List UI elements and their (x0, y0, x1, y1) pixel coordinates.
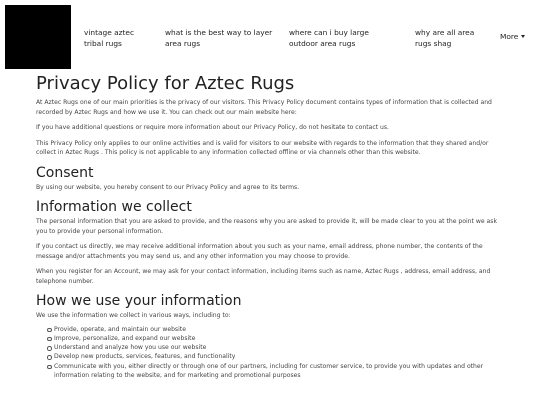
site-logo[interactable] (5, 5, 71, 69)
list-item: Provide, operate, and maintain our website (47, 325, 506, 334)
nav-link-vintage-aztec-tribal-rugs[interactable]: vintage aztec tribal rugs (84, 28, 135, 48)
caret-down-icon (521, 35, 525, 38)
list-item: Improve, personalize, and expand our website (47, 334, 506, 343)
information-collect-heading: Information we collect (36, 199, 192, 215)
nav-link-area-rugs-shag[interactable]: why are all area rugs shag (415, 28, 475, 48)
use-list (47, 325, 506, 381)
collect-paragraph-3: When you register for an Account, we may ask for your contact information, including items such as name, Aztec Rugs , address, email address, and telephone number. (36, 268, 491, 285)
more-menu-button[interactable] (500, 32, 525, 41)
intro-paragraph-3: This Privacy Policy only applies to our online activities and is valid for visitors to our website with regards to the information that they shared and/or collect in Aztec Rugs . This policy is not applicable to any information collected offline or via channels other than this website. (36, 139, 489, 156)
collect-paragraph-2: If you contact us directly, we may receive additional information about you such as your name, email address, phone number, the contents of the message and/or attachments you may send us, and any other information you may choose to provide. (36, 243, 483, 260)
nav-link-buy-large-outdoor-area-rugs[interactable]: where can i buy large outdoor area rugs (289, 28, 369, 48)
privacy-policy-content (36, 72, 506, 380)
intro-paragraph-1: At Aztec Rugs one of our main priorities is the privacy of our visitors. This Privacy Policy document contains types of information that is collected and recorded by Aztec Rugs and how we use it. You can check out our main website here: (36, 99, 492, 116)
intro-paragraph-2: If you have additional questions or require more information about our Privacy Policy, do not hesitate to contact us. (36, 124, 389, 131)
use-intro-paragraph: We use the information we collect in various ways, including to: (36, 312, 231, 319)
list-item: Understand and analyze how you use our website (47, 343, 506, 352)
collect-paragraph-1: The personal information that you are asked to provide, and the reasons why you are asked to provide it, will be made clear to you at the point we ask you to provide your personal information. (36, 218, 497, 235)
consent-heading: Consent (36, 164, 94, 181)
more-menu-label: More (500, 32, 519, 41)
nav-link-best-way-layer-area-rugs[interactable]: what is the best way to layer area rugs (165, 28, 273, 48)
use-information-heading: How we use your information (36, 293, 242, 309)
page-title: Privacy Policy for Aztec Rugs (36, 73, 295, 94)
consent-paragraph: By using our website, you hereby consent to our Privacy Policy and agree to its terms. (36, 183, 300, 191)
list-item: Develop new products, services, features, and functionality (47, 352, 506, 361)
list-item: Communicate with you, either directly or through one of our partners, including for customer service, to provide you with updates and other information relating to the website, and for marketing and promotional purposes (47, 362, 506, 381)
